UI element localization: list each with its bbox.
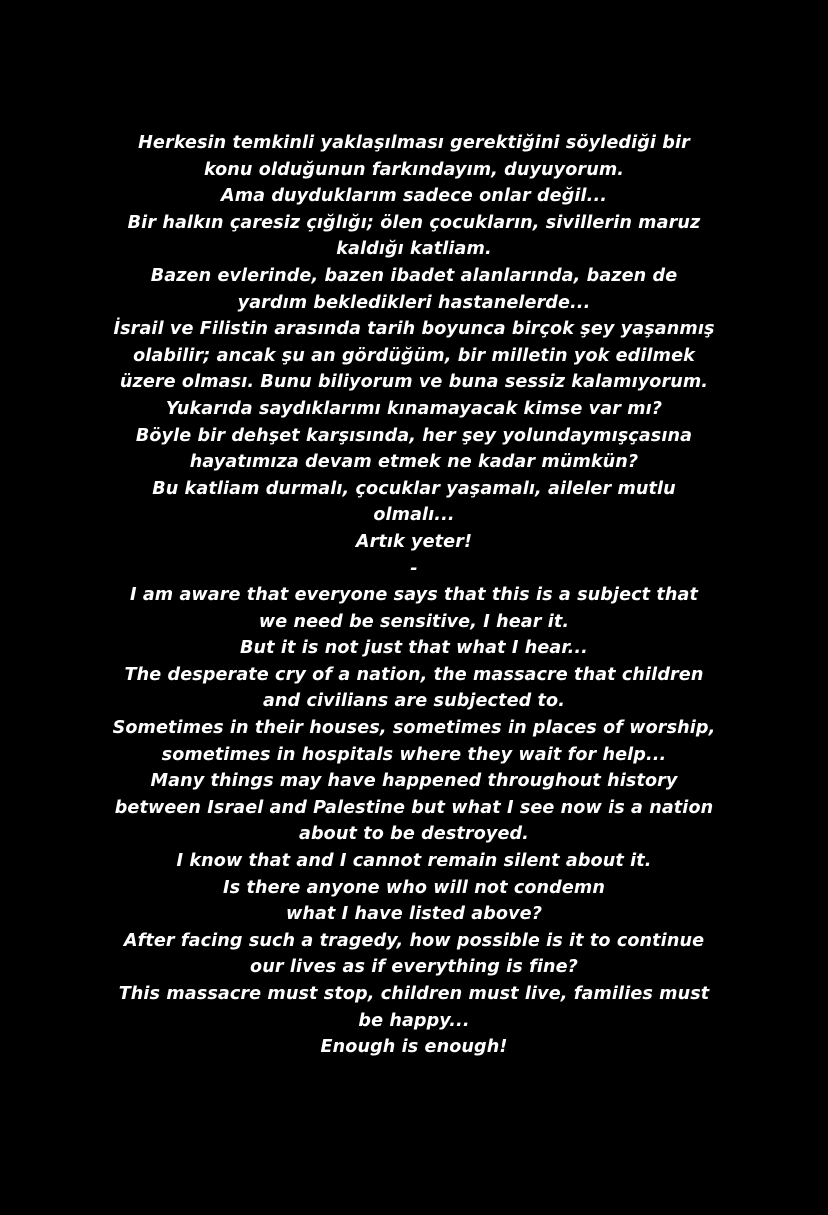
turkish-line: konu olduğunun farkındayım, duyuyorum. [203, 159, 625, 180]
english-line: Is there anyone who will not condemn [223, 877, 605, 898]
turkish-line: hayatımıza devam etmek ne kadar mümkün? [189, 452, 639, 473]
language-separator: - [410, 558, 418, 579]
english-line: we need be sensitive, I hear it. [258, 611, 570, 632]
english-line: our lives as if everything is fine? [250, 957, 578, 978]
english-line: sometimes in hospitals where they wait for help... [161, 744, 667, 765]
english-line: This massacre must stop, children must live, families must [118, 984, 710, 1004]
turkish-line: Artık yeter! [355, 531, 473, 552]
english-line: After facing such a tragedy, how possible is it to continue [123, 930, 705, 951]
english-line: between Israel and Palestine but what I see now is a nation [114, 797, 714, 818]
turkish-line: Böyle bir dehşet karşısında, her şey yolundaymışçasına [135, 425, 693, 446]
turkish-line: olabilir; ancak şu an gördüğüm, bir milletin yok edilmek [133, 345, 695, 366]
english-line: what I have listed above? [285, 904, 543, 925]
turkish-line: Yukarıda saydıklarımı kınamayacak kimse var mı? [165, 398, 663, 419]
turkish-line: Herkesin temkinli yaklaşılması gerektiğini söylediği bir [138, 133, 690, 153]
turkish-line: Ama duyduklarım sadece onlar değil... [220, 186, 608, 207]
english-line: be happy... [358, 1010, 470, 1031]
english-line: and civilians are subjected to. [262, 691, 566, 712]
turkish-line: İsrail ve Filistin arasında tarih boyunca birçok şey yaşanmış [113, 319, 715, 340]
turkish-line: üzere olması. Bunu biliyorum ve buna sessiz kalamıyorum. [119, 372, 709, 393]
english-line: I know that and I cannot remain silent about it. [176, 851, 652, 872]
english-line: But it is not just that what I hear... [240, 638, 588, 659]
english-line: Many things may have happened throughout history [150, 771, 678, 792]
story-text-block [0, 130, 828, 1061]
turkish-line: Bazen evlerinde, bazen ibadet alanlarında, bazen de [150, 265, 678, 286]
turkish-line: kaldığı katliam. [336, 239, 492, 260]
english-line: Sometimes in their houses, sometimes in places of worship, [112, 718, 716, 739]
english-line: I am aware that everyone says that this is a subject that [129, 585, 699, 606]
turkish-line: yardım bekledikleri hastanelerde... [237, 292, 591, 313]
english-line: Enough is enough! [320, 1037, 508, 1058]
turkish-line: olmalı... [373, 505, 455, 526]
turkish-line: Bu katliam durmalı, çocuklar yaşamalı, aileler mutlu [152, 478, 676, 499]
turkish-line: Bir halkın çaresiz çığlığı; ölen çocukların, sivillerin maruz [127, 212, 701, 233]
english-line: The desperate cry of a nation, the massacre that children [124, 664, 704, 685]
english-line: about to be destroyed. [299, 824, 529, 845]
